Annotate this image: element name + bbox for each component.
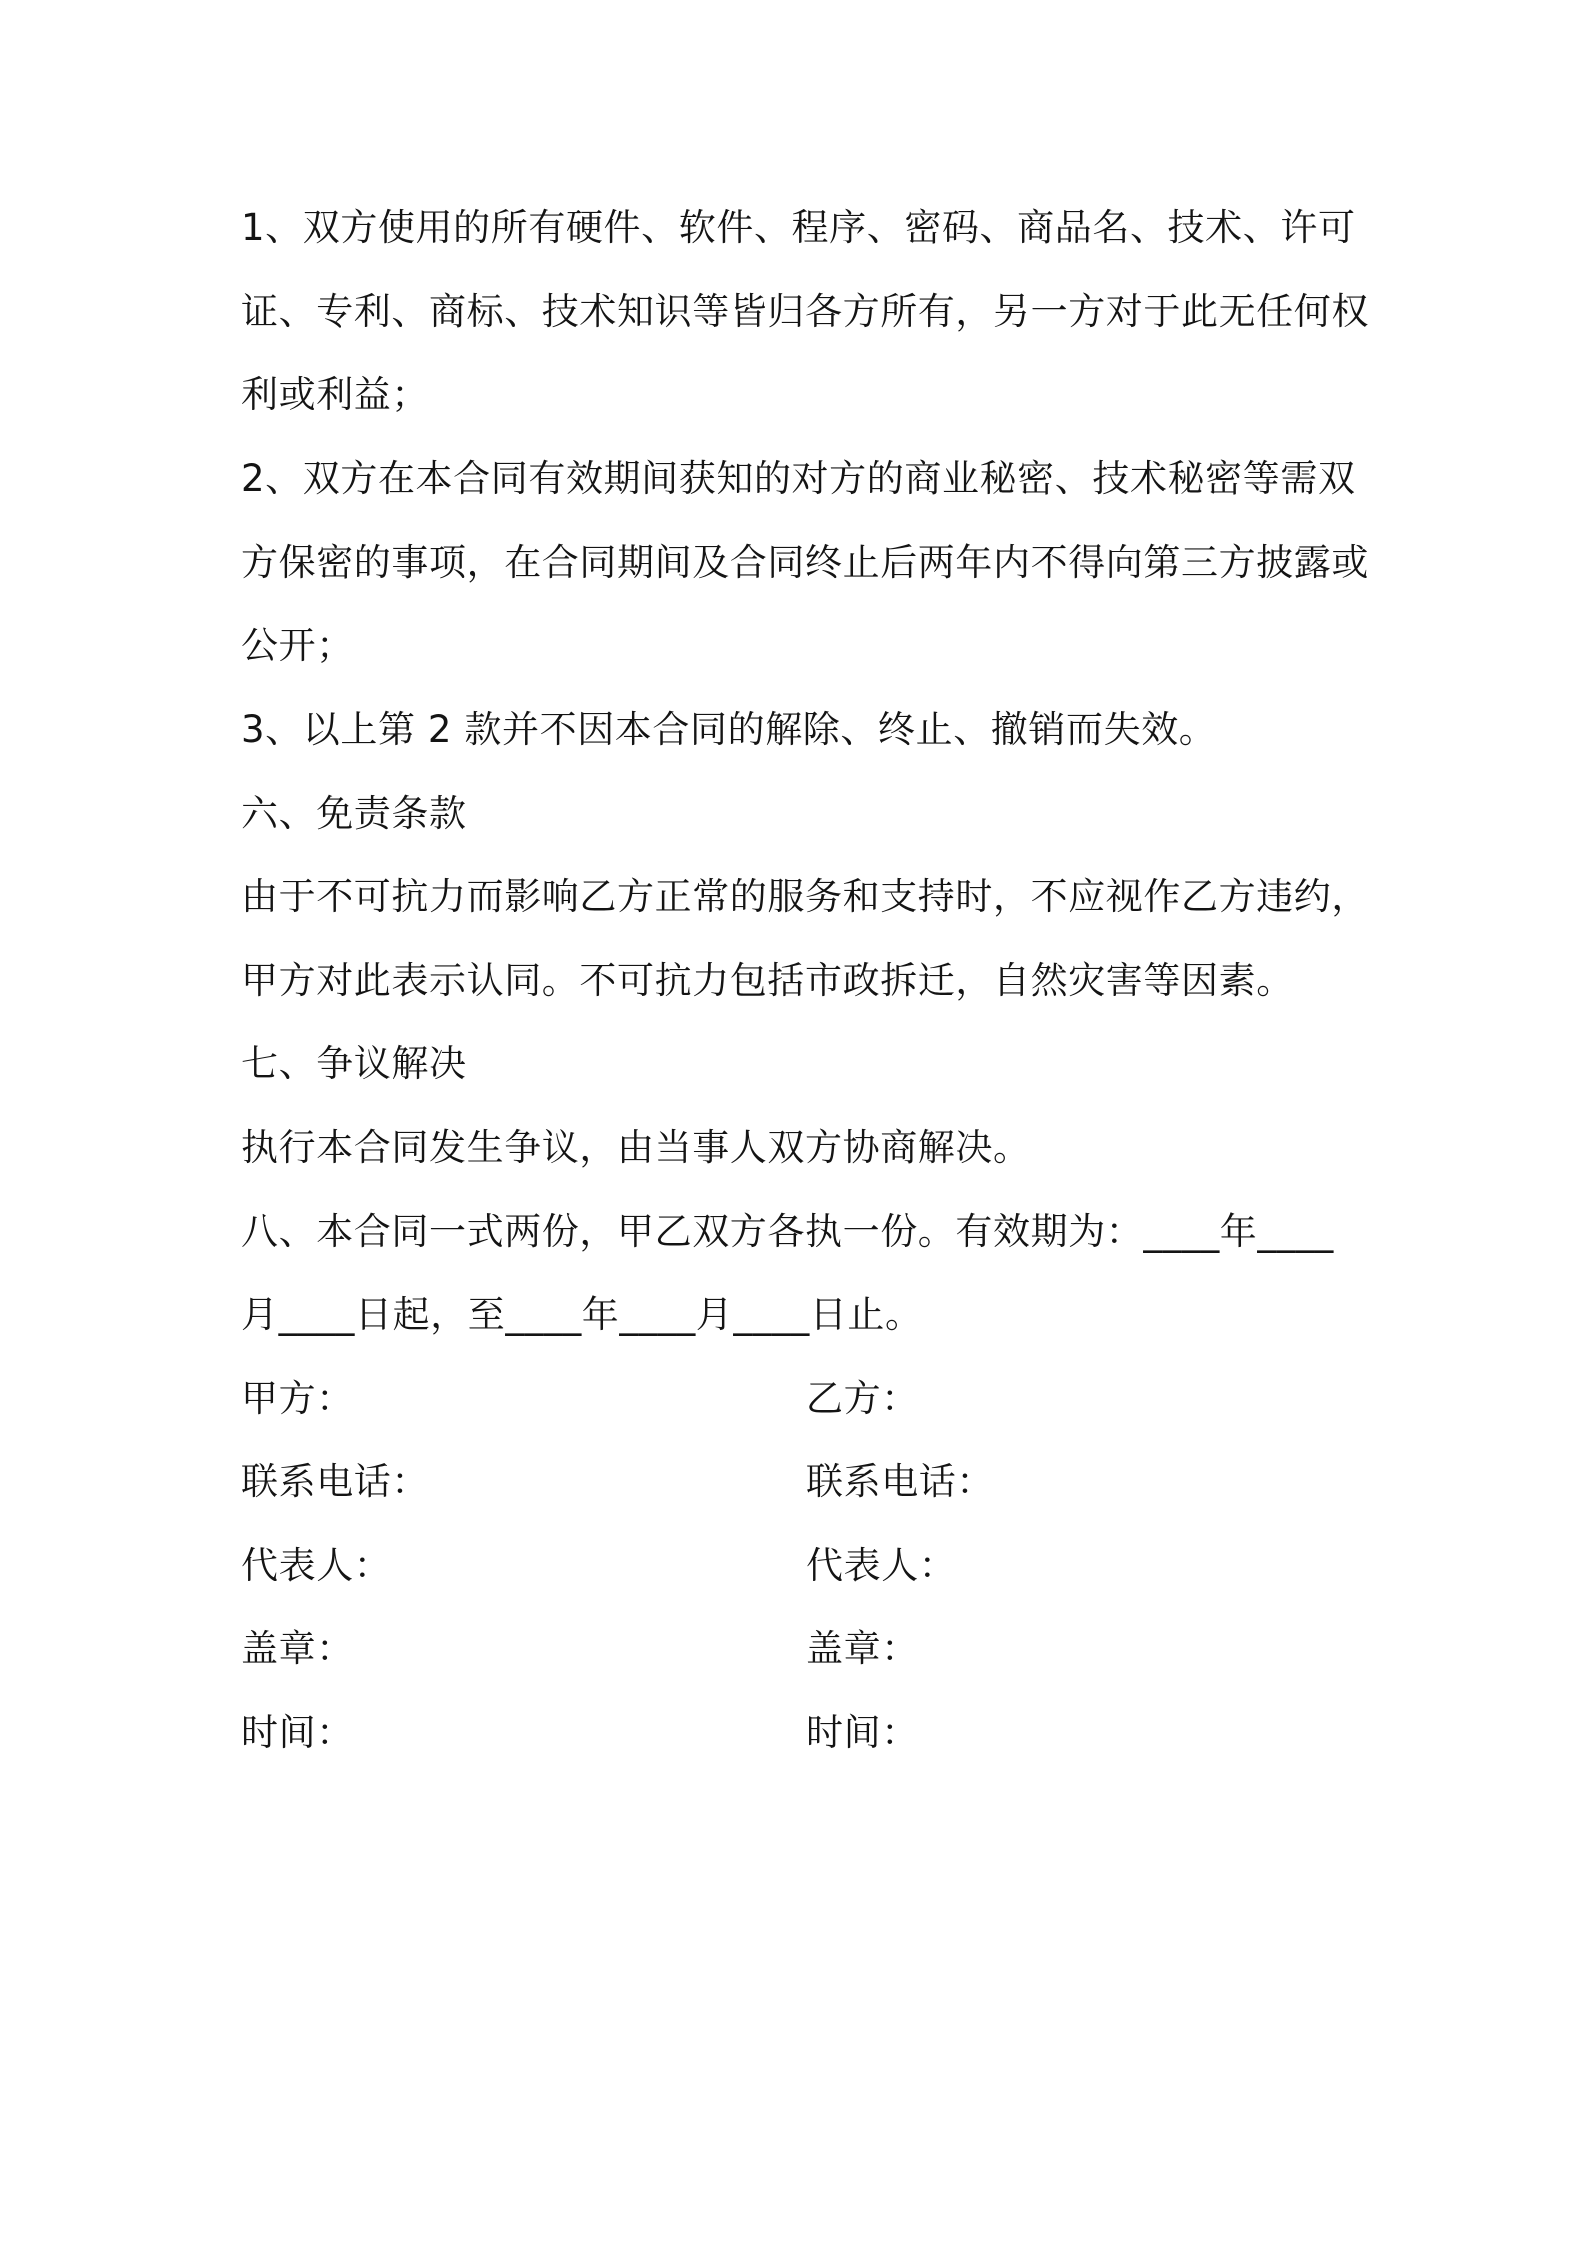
section-6-heading: 六、免责条款 xyxy=(241,792,467,835)
party-a-seal-label: 盖章： xyxy=(241,1627,354,1670)
party-b-date-label: 时间： xyxy=(806,1711,919,1754)
party-a-phone-label: 联系电话： xyxy=(241,1460,429,1503)
clause-2-line-3: 公开； xyxy=(241,624,354,667)
section-8-line-1: 八、本合同一式两份，甲乙双方各执一份。有效期为：____年____ xyxy=(241,1210,1334,1253)
section-6-body-line-1: 由于不可抗力而影响乙方正常的服务和支持时，不应视作乙方违约， xyxy=(241,875,1369,918)
party-b-label: 乙方： xyxy=(806,1377,919,1420)
clause-1-line-1: 1、双方使用的所有硬件、软件、程序、密码、商品名、技术、许可 xyxy=(241,206,1356,249)
clause-3: 3、以上第 2 款并不因本合同的解除、终止、撤销而失效。 xyxy=(241,708,1217,751)
party-a-label: 甲方： xyxy=(241,1377,354,1420)
section-6-body-line-2: 甲方对此表示认同。不可抗力包括市政拆迁，自然灾害等因素。 xyxy=(241,959,1294,1002)
clause-2-line-2: 方保密的事项，在合同期间及合同终止后两年内不得向第三方披露或 xyxy=(241,541,1369,584)
party-b-phone-label: 联系电话： xyxy=(806,1460,994,1503)
section-7-body: 执行本合同发生争议，由当事人双方协商解决。 xyxy=(241,1126,1031,1169)
section-7-heading: 七、争议解决 xyxy=(241,1042,467,1085)
clause-2-line-1: 2、双方在本合同有效期间获知的对方的商业秘密、技术秘密等需双 xyxy=(241,457,1356,500)
clause-1-line-2: 证、专利、商标、技术知识等皆归各方所有，另一方对于此无任何权 xyxy=(241,290,1369,333)
party-b-representative-label: 代表人： xyxy=(806,1544,957,1587)
party-a-date-label: 时间： xyxy=(241,1711,354,1754)
party-a-representative-label: 代表人： xyxy=(241,1544,392,1587)
section-8-line-2: 月____日起，至____年____月____日止。 xyxy=(241,1293,923,1336)
clause-1-line-3: 利或利益； xyxy=(241,373,429,416)
party-b-seal-label: 盖章： xyxy=(806,1627,919,1670)
